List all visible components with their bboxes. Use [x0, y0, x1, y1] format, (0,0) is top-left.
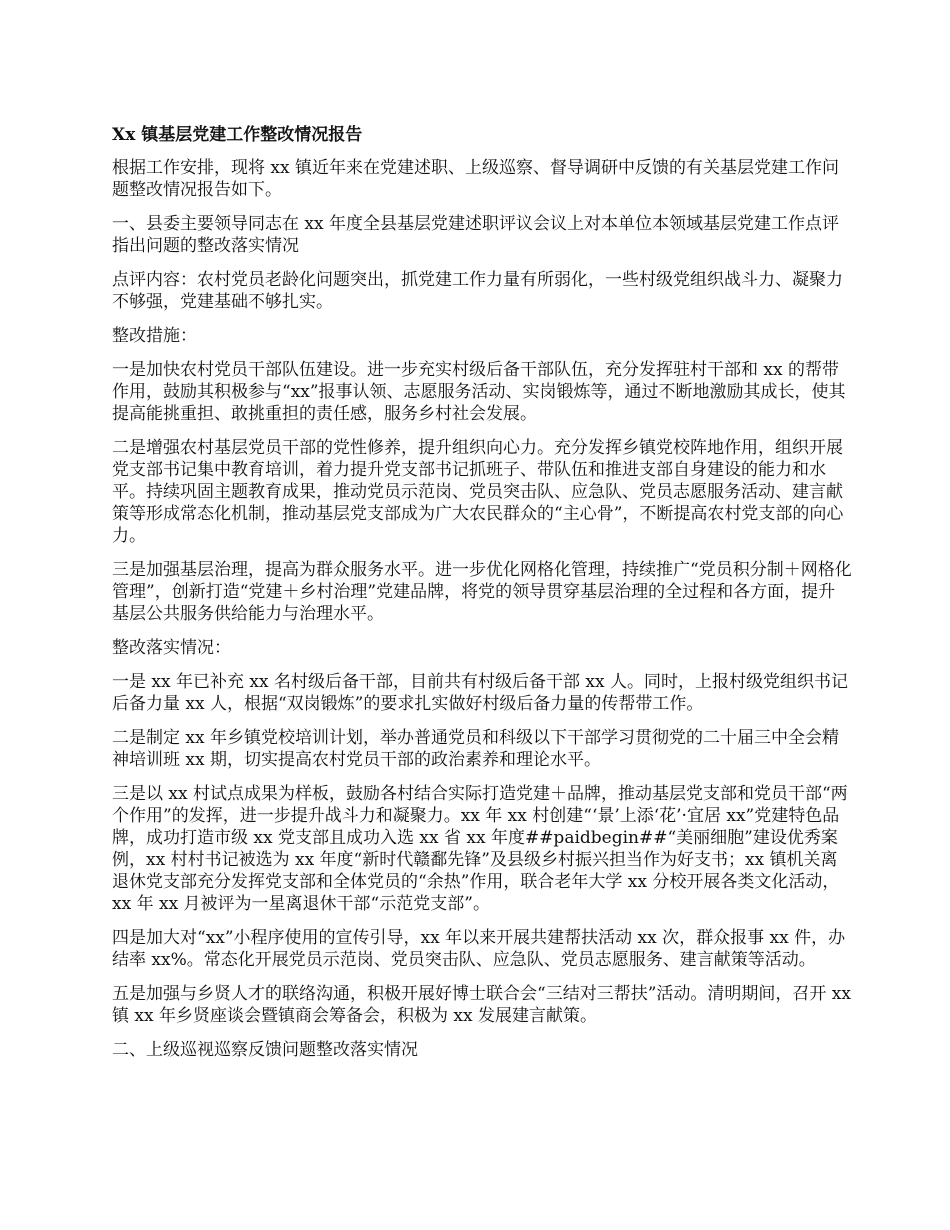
measures-heading: 整改措施：	[112, 326, 197, 346]
document-title: Xx 镇基层党建工作整改情况报告	[112, 125, 363, 145]
implementation-paragraph-4: 四是加大对“xx”小程序使用的宣传引导，xx 年以来开展共建帮扶活动 xx 次，群众报事 xx 件，办结率 xx%。常态化开展党员示范岗、党员突击队、应急队、党员志愿服务、建言献策等活动。	[112, 928, 846, 970]
implementation-heading: 整改落实情况：	[112, 638, 231, 658]
comment-content-paragraph: 点评内容：农村党员老龄化问题突出，抓党建工作力量有所弱化，一些村级党组织战斗力、凝聚力不够强，党建基础不够扎实。	[112, 270, 843, 312]
implementation-paragraph-5: 五是加强与乡贤人才的联络沟通，积极开展好博士联合会“三结对三帮扶”活动。清明期间，召开 xx 镇 xx 年乡贤座谈会暨镇商会筹备会，积极为 xx 发展建言献策。	[112, 984, 851, 1026]
implementation-paragraph-1: 一是 xx 年已补充 xx 名村级后备干部，目前共有村级后备干部 xx 人。同时，上报村级党组织书记后备力量 xx 人，根据“双岗锻炼”的要求扎实做好村级后备力量的传帮带工作。	[112, 672, 848, 714]
measure-paragraph-2: 二是增强农村基层党员干部的党性修养，提升组织向心力。充分发挥乡镇党校阵地作用，组织开展党支部书记集中教育培训，着力提升党支部书记抓班子、带队伍和推进支部自身建设的能力和水平。持续巩固主题教育成果，推动党员示范岗、党员突击队、应急队、党员志愿服务活动、建言献策等形成常态化机制，推动基层党支部成为广大农民群众的“主心骨”，不断提高农村党支部的向心力。	[112, 438, 844, 546]
document-page	[112, 124, 852, 1073]
implementation-paragraph-3: 三是以 xx 村试点成果为样板，鼓励各村结合实际打造党建＋品牌，推动基层党支部和党员干部“两个作用”的发挥，进一步提升战斗力和凝聚力。xx 年 xx 村创建“‘景’上添‘花’·宜居 xx”党建特色品牌，成功打造市级 xx 党支部且成功入选 xx 省 xx 年度##paidbegin##“美丽细胞”建设优秀案例，xx 村村书记被选为 xx 年度“新时代赣鄱先锋”及县级乡村振兴担当作为好支书；xx 镇机关离退休党支部充分发挥党支部和全体党员的“余热”作用，联合老年大学 xx 分校开展各类文化活动，xx 年 xx 月被评为一星离退休干部“示范党支部”。	[112, 784, 848, 914]
section-heading-2: 二、上级巡视巡察反馈问题整改落实情况	[112, 1040, 418, 1060]
measure-paragraph-1: 一是加快农村党员干部队伍建设。进一步充实村级后备干部队伍，充分发挥驻村干部和 xx 的帮带作用，鼓励其积极参与“xx”报事认领、志愿服务活动、实岗锻炼等，通过不断地激励其成长，使其提高能挑重担、敢挑重担的责任感，服务乡村社会发展。	[112, 360, 846, 424]
section-heading-1: 一、县委主要领导同志在 xx 年度全县基层党建述职评议会议上对本单位本领域基层党建工作点评指出问题的整改落实情况	[112, 214, 839, 256]
implementation-paragraph-2: 二是制定 xx 年乡镇党校培训计划，举办普通党员和科级以下干部学习贯彻党的二十届三中全会精神培训班 xx 期，切实提高农村党员干部的政治素养和理论水平。	[112, 728, 839, 770]
intro-paragraph: 根据工作安排，现将 xx 镇近年来在党建述职、上级巡察、督导调研中反馈的有关基层党建工作问题整改情况报告如下。	[112, 158, 839, 200]
measure-paragraph-3: 三是加强基层治理，提高为群众服务水平。进一步优化网格化管理，持续推广“党员积分制＋网格化管理”，创新打造“党建＋乡村治理”党建品牌，将党的领导贯穿基层治理的全过程和各方面，提升基层公共服务供给能力与治理水平。	[112, 560, 852, 624]
